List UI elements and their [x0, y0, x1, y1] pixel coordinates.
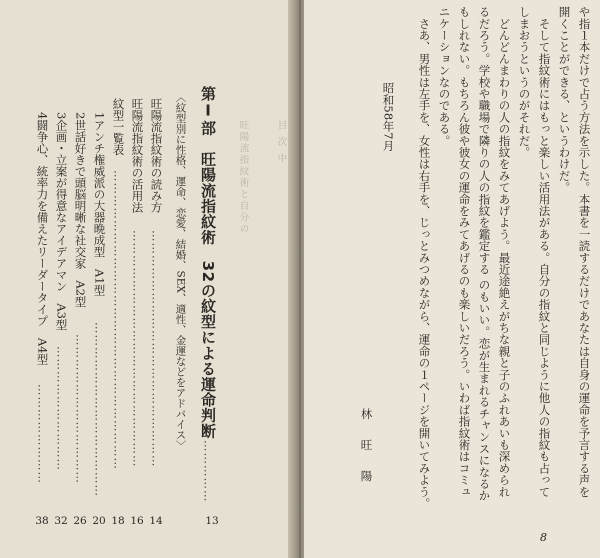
toc-entry-page: 18 — [111, 515, 125, 527]
body-text-line: ニケーションなのである。 — [437, 6, 452, 147]
body-text-line: さあ、男性は左手を、女性は右手を、じっとみつめながら、運命の１ページを開いてみよう。 — [417, 6, 432, 510]
toc-entry-title: 3企画・立案が得意なアイデアマン A3型 — [54, 112, 69, 331]
author-name: 林 旺 陽 — [359, 408, 374, 486]
body-text-line: るだろう。学校や職場で隣りの人の指紋を鑑定する のもいい。恋が生まれるチャンスになるか — [477, 6, 492, 502]
toc-entry-title: 紋型一覧表 — [111, 98, 126, 156]
right-page — [304, 0, 600, 558]
toc-entry-leader: ………………………… — [54, 346, 69, 471]
part-page-number: 13 — [205, 515, 219, 527]
toc-entry-leader: …………………… — [35, 384, 50, 484]
toc-entry-title: 旺陽流指紋術の活用法 — [130, 98, 145, 213]
part-heading-leader: …………… — [201, 440, 216, 503]
body-text-line: しまおうというのがそれだ。 — [517, 6, 532, 159]
toc-entry-title: 旺陽流指紋術の読み方 — [149, 98, 164, 213]
toc-entry-title: 1アンチ権威派の大器晩成型 A1型 — [92, 112, 107, 296]
body-text-line: もしれない。もちろん彼や彼女の運命をみてあげるのも楽しいだろう。いわば指紋術はコミュ — [457, 6, 472, 498]
body-text-line: や指１本だけで占う方法を示した。本書を一読するだけであなたは自身の運命を予言する声を — [577, 6, 592, 498]
faint-line: 目 次 中 — [275, 120, 287, 165]
toc-entry-leader: ………………………………………………… — [149, 230, 164, 468]
part-heading: 第Ⅰ部 旺陽流指紋術 32の紋型による運命判断 — [199, 86, 217, 439]
body-text-line: 開くことができる、というわけだ。 — [557, 6, 572, 194]
toc-entry-title: 2世話好きで頭脳明晰な社交家 A2型 — [73, 112, 88, 308]
faint-line: 旺陽流指紋術と自分の — [237, 120, 249, 235]
toc-entry-title: 4闘争心、統率力を備えたリーダータイプ A4型 — [35, 112, 50, 365]
toc-entry-leader: ……………………………………………………………… — [111, 170, 126, 470]
page-number: 8 — [540, 531, 547, 544]
toc-entry-page: 26 — [73, 515, 87, 527]
date-line: 昭和58年7月 — [381, 82, 396, 152]
toc-entry-page: 14 — [149, 515, 163, 527]
toc-entry-leader: ………………………………………………… — [130, 230, 145, 468]
left-page — [0, 0, 296, 558]
toc-entry-page: 20 — [92, 515, 106, 527]
part-subtitle: 〈紋型別に性格、運命、恋愛、結婚、SEX、適性、金運などをアドバイス〉 — [174, 92, 187, 451]
body-text-line: どんどんまわりの人の指紋をみてあげよう。最近途絶えがちな親と子のふれあいも深められ — [497, 6, 512, 498]
toc-entry-page: 32 — [54, 515, 68, 527]
body-text-line: そして指紋術にはもっと楽しい活用法がある。自分の指紋と同じように他人の指紋も占って — [537, 6, 552, 498]
toc-entry-leader: ……………………………… — [73, 334, 88, 484]
toc-entry-leader: …………………………………… — [92, 322, 107, 497]
toc-entry-page: 16 — [130, 515, 144, 527]
toc-entry-page: 38 — [35, 515, 49, 527]
